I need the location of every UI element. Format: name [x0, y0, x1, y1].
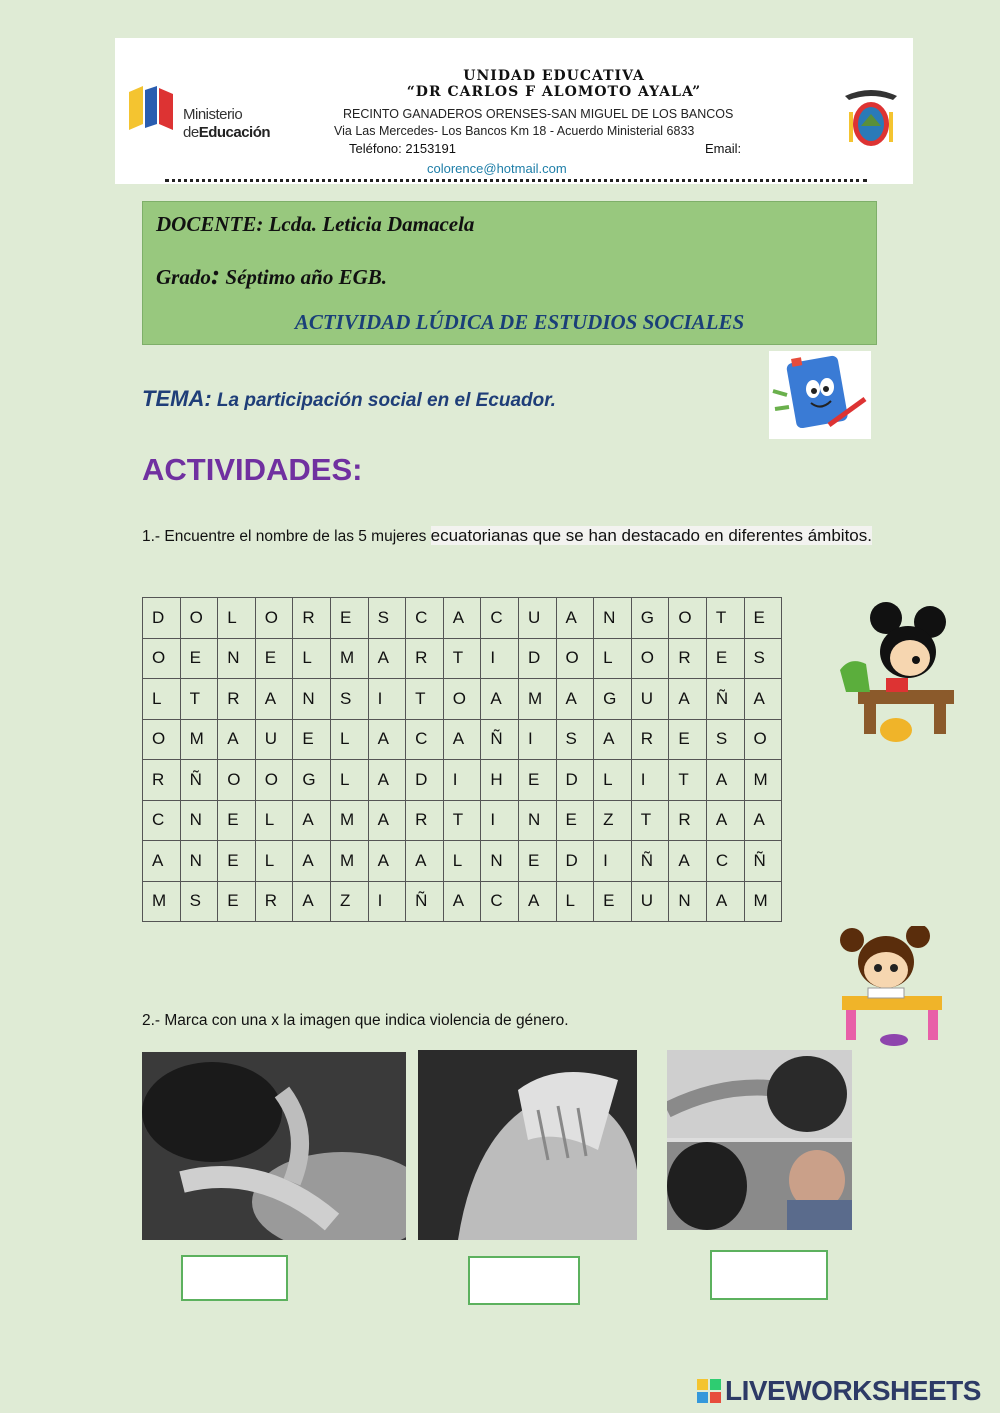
word-search-cell[interactable]: I — [368, 679, 406, 720]
word-search-cell[interactable]: T — [706, 598, 744, 639]
word-search-cell[interactable]: A — [368, 800, 406, 841]
word-search-cell[interactable]: Z — [594, 800, 632, 841]
word-search-cell[interactable]: A — [744, 679, 782, 720]
word-search-cell[interactable]: O — [218, 760, 256, 801]
liveworksheets-logo — [697, 1375, 981, 1407]
word-search-cell[interactable]: A — [706, 760, 744, 801]
word-search-cell[interactable]: N — [218, 638, 256, 679]
word-search-cell[interactable]: N — [518, 800, 556, 841]
word-search-cell[interactable]: L — [330, 760, 368, 801]
word-search-row — [143, 800, 782, 841]
word-search-cell[interactable]: E — [518, 760, 556, 801]
mickey-mouse-desk-icon — [836, 600, 956, 750]
word-search-cell[interactable]: C — [706, 841, 744, 882]
email-label: Email: — [705, 141, 742, 156]
word-search-cell[interactable]: A — [368, 719, 406, 760]
word-search-cell[interactable]: G — [293, 760, 331, 801]
word-search-cell[interactable]: C — [481, 881, 519, 922]
word-search-cell[interactable]: M — [330, 638, 368, 679]
word-search-cell[interactable]: O — [556, 638, 594, 679]
word-search-cell[interactable]: E — [594, 881, 632, 922]
word-search-cell[interactable]: I — [518, 719, 556, 760]
grade-line — [156, 260, 387, 292]
word-search-cell[interactable]: T — [669, 760, 707, 801]
word-search-cell[interactable]: C — [406, 719, 444, 760]
word-search-cell[interactable]: L — [255, 841, 293, 882]
dotted-divider — [165, 179, 867, 182]
word-search-cell[interactable]: N — [180, 800, 218, 841]
word-search-cell[interactable]: S — [330, 679, 368, 720]
word-search-cell[interactable]: U — [631, 679, 669, 720]
word-search-cell[interactable]: H — [481, 760, 519, 801]
word-search-cell[interactable]: I — [481, 638, 519, 679]
email-address: colorence@hotmail.com — [427, 161, 567, 176]
ministry-line2-strong: Educación — [198, 124, 271, 141]
word-search-cell[interactable]: R — [255, 881, 293, 922]
word-search-cell[interactable]: D — [518, 638, 556, 679]
question-1-highlight: ecuatorianas que se han destacado en diferentes ámbitos. — [430, 526, 872, 545]
question-1 — [142, 522, 882, 550]
word-search-cell[interactable]: D — [143, 598, 181, 639]
word-search-cell[interactable]: O — [744, 719, 782, 760]
word-search-row — [143, 598, 782, 639]
word-search-cell[interactable]: A — [293, 881, 331, 922]
grade-label: Grado — [156, 265, 211, 289]
word-search-cell[interactable]: D — [556, 760, 594, 801]
word-search-cell[interactable]: A — [368, 760, 406, 801]
word-search-cell[interactable]: U — [518, 598, 556, 639]
word-search-cell[interactable]: E — [180, 638, 218, 679]
photo-violence-bed[interactable] — [142, 1052, 406, 1240]
school-subname: “DR CARLOS F ALOMOTO AYALA” — [406, 84, 702, 100]
address-line-1: RECINTO GANADEROS ORENSES-SAN MIGUEL DE LOS BANCOS — [343, 107, 734, 121]
word-search-cell[interactable]: L — [255, 800, 293, 841]
word-search-cell[interactable]: L — [556, 881, 594, 922]
address-line-2: Via Las Mercedes- Los Bancos Km 18 - Acuerdo Ministerial 6833 — [334, 124, 695, 138]
word-search-cell[interactable]: A — [443, 719, 481, 760]
word-search-cell[interactable]: U — [255, 719, 293, 760]
school-header-banner — [115, 38, 913, 184]
word-search-cell[interactable]: Ñ — [406, 881, 444, 922]
word-search-cell[interactable]: E — [518, 841, 556, 882]
photo-hand-on-knee[interactable] — [418, 1050, 637, 1240]
word-search-cell[interactable]: A — [518, 881, 556, 922]
word-search-row — [143, 841, 782, 882]
topic-text: La participación social en el Ecuador. — [211, 390, 556, 411]
answer-box-3[interactable] — [710, 1250, 828, 1300]
word-search-cell[interactable]: A — [669, 679, 707, 720]
word-search-cell[interactable]: A — [406, 841, 444, 882]
word-search-cell[interactable]: E — [218, 841, 256, 882]
word-search-cell[interactable]: S — [744, 638, 782, 679]
word-search-cell[interactable]: D — [556, 841, 594, 882]
word-search-cell[interactable]: A — [293, 800, 331, 841]
word-search-grid — [142, 597, 782, 922]
teacher-info-box — [142, 201, 877, 345]
word-search-cell[interactable]: A — [669, 841, 707, 882]
word-search-cell[interactable]: A — [556, 598, 594, 639]
word-search-cell[interactable]: C — [143, 800, 181, 841]
word-search-cell[interactable]: I — [368, 881, 406, 922]
word-search-cell[interactable]: U — [631, 881, 669, 922]
word-search-cell[interactable]: E — [669, 719, 707, 760]
word-search-cell[interactable]: T — [631, 800, 669, 841]
word-search-cell[interactable]: T — [406, 679, 444, 720]
word-search-cell[interactable]: R — [293, 598, 331, 639]
liveworksheets-badge-icon — [697, 1379, 721, 1403]
activities-heading: ACTIVIDADES: — [142, 452, 363, 487]
word-search-cell[interactable]: O — [143, 638, 181, 679]
word-search-cell[interactable]: M — [330, 800, 368, 841]
word-search-cell[interactable]: O — [255, 598, 293, 639]
word-search-cell[interactable]: L — [218, 598, 256, 639]
coat-of-arms-icon — [835, 86, 907, 152]
word-search-cell[interactable]: Ñ — [481, 719, 519, 760]
word-search-cell[interactable]: G — [594, 679, 632, 720]
word-search-cell[interactable]: R — [218, 679, 256, 720]
ministry-line1: Ministerio — [183, 106, 243, 123]
word-search-cell[interactable]: M — [744, 881, 782, 922]
word-search-cell[interactable]: E — [218, 800, 256, 841]
question-1-prefix: 1.- Encuentre el nombre de las 5 mujeres — [142, 528, 431, 545]
word-search-cell[interactable]: N — [293, 679, 331, 720]
word-search-cell[interactable]: S — [180, 881, 218, 922]
word-search-cell[interactable]: Ñ — [706, 679, 744, 720]
word-search-row — [143, 679, 782, 720]
word-search-cell[interactable]: L — [594, 638, 632, 679]
word-search-cell[interactable]: S — [556, 719, 594, 760]
word-search-cell[interactable]: Ñ — [180, 760, 218, 801]
word-search-cell[interactable]: N — [180, 841, 218, 882]
teacher-name: DOCENTE: Lcda. Leticia Damacela — [156, 212, 475, 236]
word-search-cell[interactable]: I — [594, 841, 632, 882]
word-search-cell[interactable]: A — [594, 719, 632, 760]
topic-line — [142, 386, 556, 412]
word-search-cell[interactable]: O — [669, 598, 707, 639]
word-search-cell[interactable]: D — [406, 760, 444, 801]
word-search-cell[interactable]: A — [368, 638, 406, 679]
word-search-cell[interactable]: R — [406, 800, 444, 841]
girl-studying-icon — [834, 926, 948, 1050]
word-search-cell[interactable]: C — [406, 598, 444, 639]
word-search-cell[interactable]: I — [631, 760, 669, 801]
ministry-name — [183, 106, 270, 142]
phone-number: Teléfono: 2153191 — [349, 141, 456, 156]
word-search-cell[interactable]: A — [556, 679, 594, 720]
word-search-cell[interactable]: N — [594, 598, 632, 639]
word-search-cell[interactable]: R — [406, 638, 444, 679]
word-search-cell[interactable]: O — [443, 679, 481, 720]
activity-title: ACTIVIDAD LÚDICA DE ESTUDIOS SOCIALES — [294, 310, 745, 334]
word-search-cell[interactable]: T — [180, 679, 218, 720]
word-search-cell[interactable]: L — [443, 841, 481, 882]
question-2: 2.- Marca con una x la imagen que indica violencia de género. — [142, 1012, 569, 1029]
word-search-cell[interactable]: A — [744, 800, 782, 841]
answer-box-2[interactable] — [468, 1256, 580, 1305]
notebook-cartoon-icon — [769, 351, 871, 439]
word-search-cell[interactable]: T — [443, 638, 481, 679]
word-search-cell[interactable]: E — [330, 598, 368, 639]
word-search-row — [143, 881, 782, 922]
word-search-cell[interactable]: M — [180, 719, 218, 760]
word-search-cell[interactable]: Z — [330, 881, 368, 922]
word-search-cell[interactable]: O — [255, 760, 293, 801]
word-search-cell[interactable]: A — [443, 881, 481, 922]
answer-box-1[interactable] — [181, 1255, 288, 1301]
word-search-cell[interactable]: R — [631, 719, 669, 760]
word-search-cell[interactable]: A — [443, 598, 481, 639]
word-search-cell[interactable]: Ñ — [631, 841, 669, 882]
word-search-cell[interactable]: E — [744, 598, 782, 639]
word-search-cell[interactable]: O — [143, 719, 181, 760]
word-search-cell[interactable]: Ñ — [744, 841, 782, 882]
word-search-cell[interactable]: A — [293, 841, 331, 882]
word-search-cell[interactable]: S — [368, 598, 406, 639]
word-search-cell[interactable]: N — [669, 881, 707, 922]
word-search-cell[interactable]: A — [481, 679, 519, 720]
word-search-cell[interactable]: T — [443, 800, 481, 841]
word-search-cell[interactable]: S — [706, 719, 744, 760]
word-search-cell[interactable]: A — [706, 800, 744, 841]
word-search-cell[interactable]: E — [556, 800, 594, 841]
word-search-cell[interactable]: R — [669, 638, 707, 679]
word-search-cell[interactable]: L — [293, 638, 331, 679]
word-search-cell[interactable]: A — [706, 881, 744, 922]
word-search-row — [143, 719, 782, 760]
photo-domestic-violence[interactable] — [667, 1050, 852, 1230]
liveworksheets-brand: LIVEWORKSHEETS — [725, 1375, 981, 1406]
word-search-cell[interactable]: E — [293, 719, 331, 760]
word-search-cell[interactable]: L — [594, 760, 632, 801]
word-search-cell[interactable]: O — [180, 598, 218, 639]
word-search-cell[interactable]: L — [143, 679, 181, 720]
word-search-cell[interactable]: O — [631, 638, 669, 679]
ministry-line2-prefix: de — [183, 124, 199, 141]
word-search-cell[interactable]: A — [255, 679, 293, 720]
word-search-cell[interactable]: R — [143, 760, 181, 801]
word-search-cell[interactable]: E — [218, 881, 256, 922]
word-search-cell[interactable]: M — [518, 679, 556, 720]
grade-colon: : — [210, 260, 221, 291]
word-search-cell[interactable]: C — [481, 598, 519, 639]
word-search-cell[interactable]: R — [669, 800, 707, 841]
word-search-cell[interactable]: I — [443, 760, 481, 801]
topic-label: TEMA: — [142, 386, 212, 411]
school-name: UNIDAD EDUCATIVA — [463, 68, 645, 84]
word-search-cell[interactable]: A — [143, 841, 181, 882]
word-search-cell[interactable]: E — [255, 638, 293, 679]
word-search-cell[interactable]: N — [481, 841, 519, 882]
word-search-cell[interactable]: A — [218, 719, 256, 760]
word-search-cell[interactable]: M — [143, 881, 181, 922]
word-search-cell[interactable]: I — [481, 800, 519, 841]
word-search-cell[interactable]: G — [631, 598, 669, 639]
word-search-cell[interactable]: M — [330, 841, 368, 882]
word-search-row — [143, 760, 782, 801]
word-search-cell[interactable]: M — [744, 760, 782, 801]
word-search-cell[interactable]: E — [706, 638, 744, 679]
word-search-cell[interactable]: A — [368, 841, 406, 882]
word-search-row — [143, 638, 782, 679]
word-search-cell[interactable]: L — [330, 719, 368, 760]
grade-value: Séptimo año EGB. — [220, 265, 388, 289]
